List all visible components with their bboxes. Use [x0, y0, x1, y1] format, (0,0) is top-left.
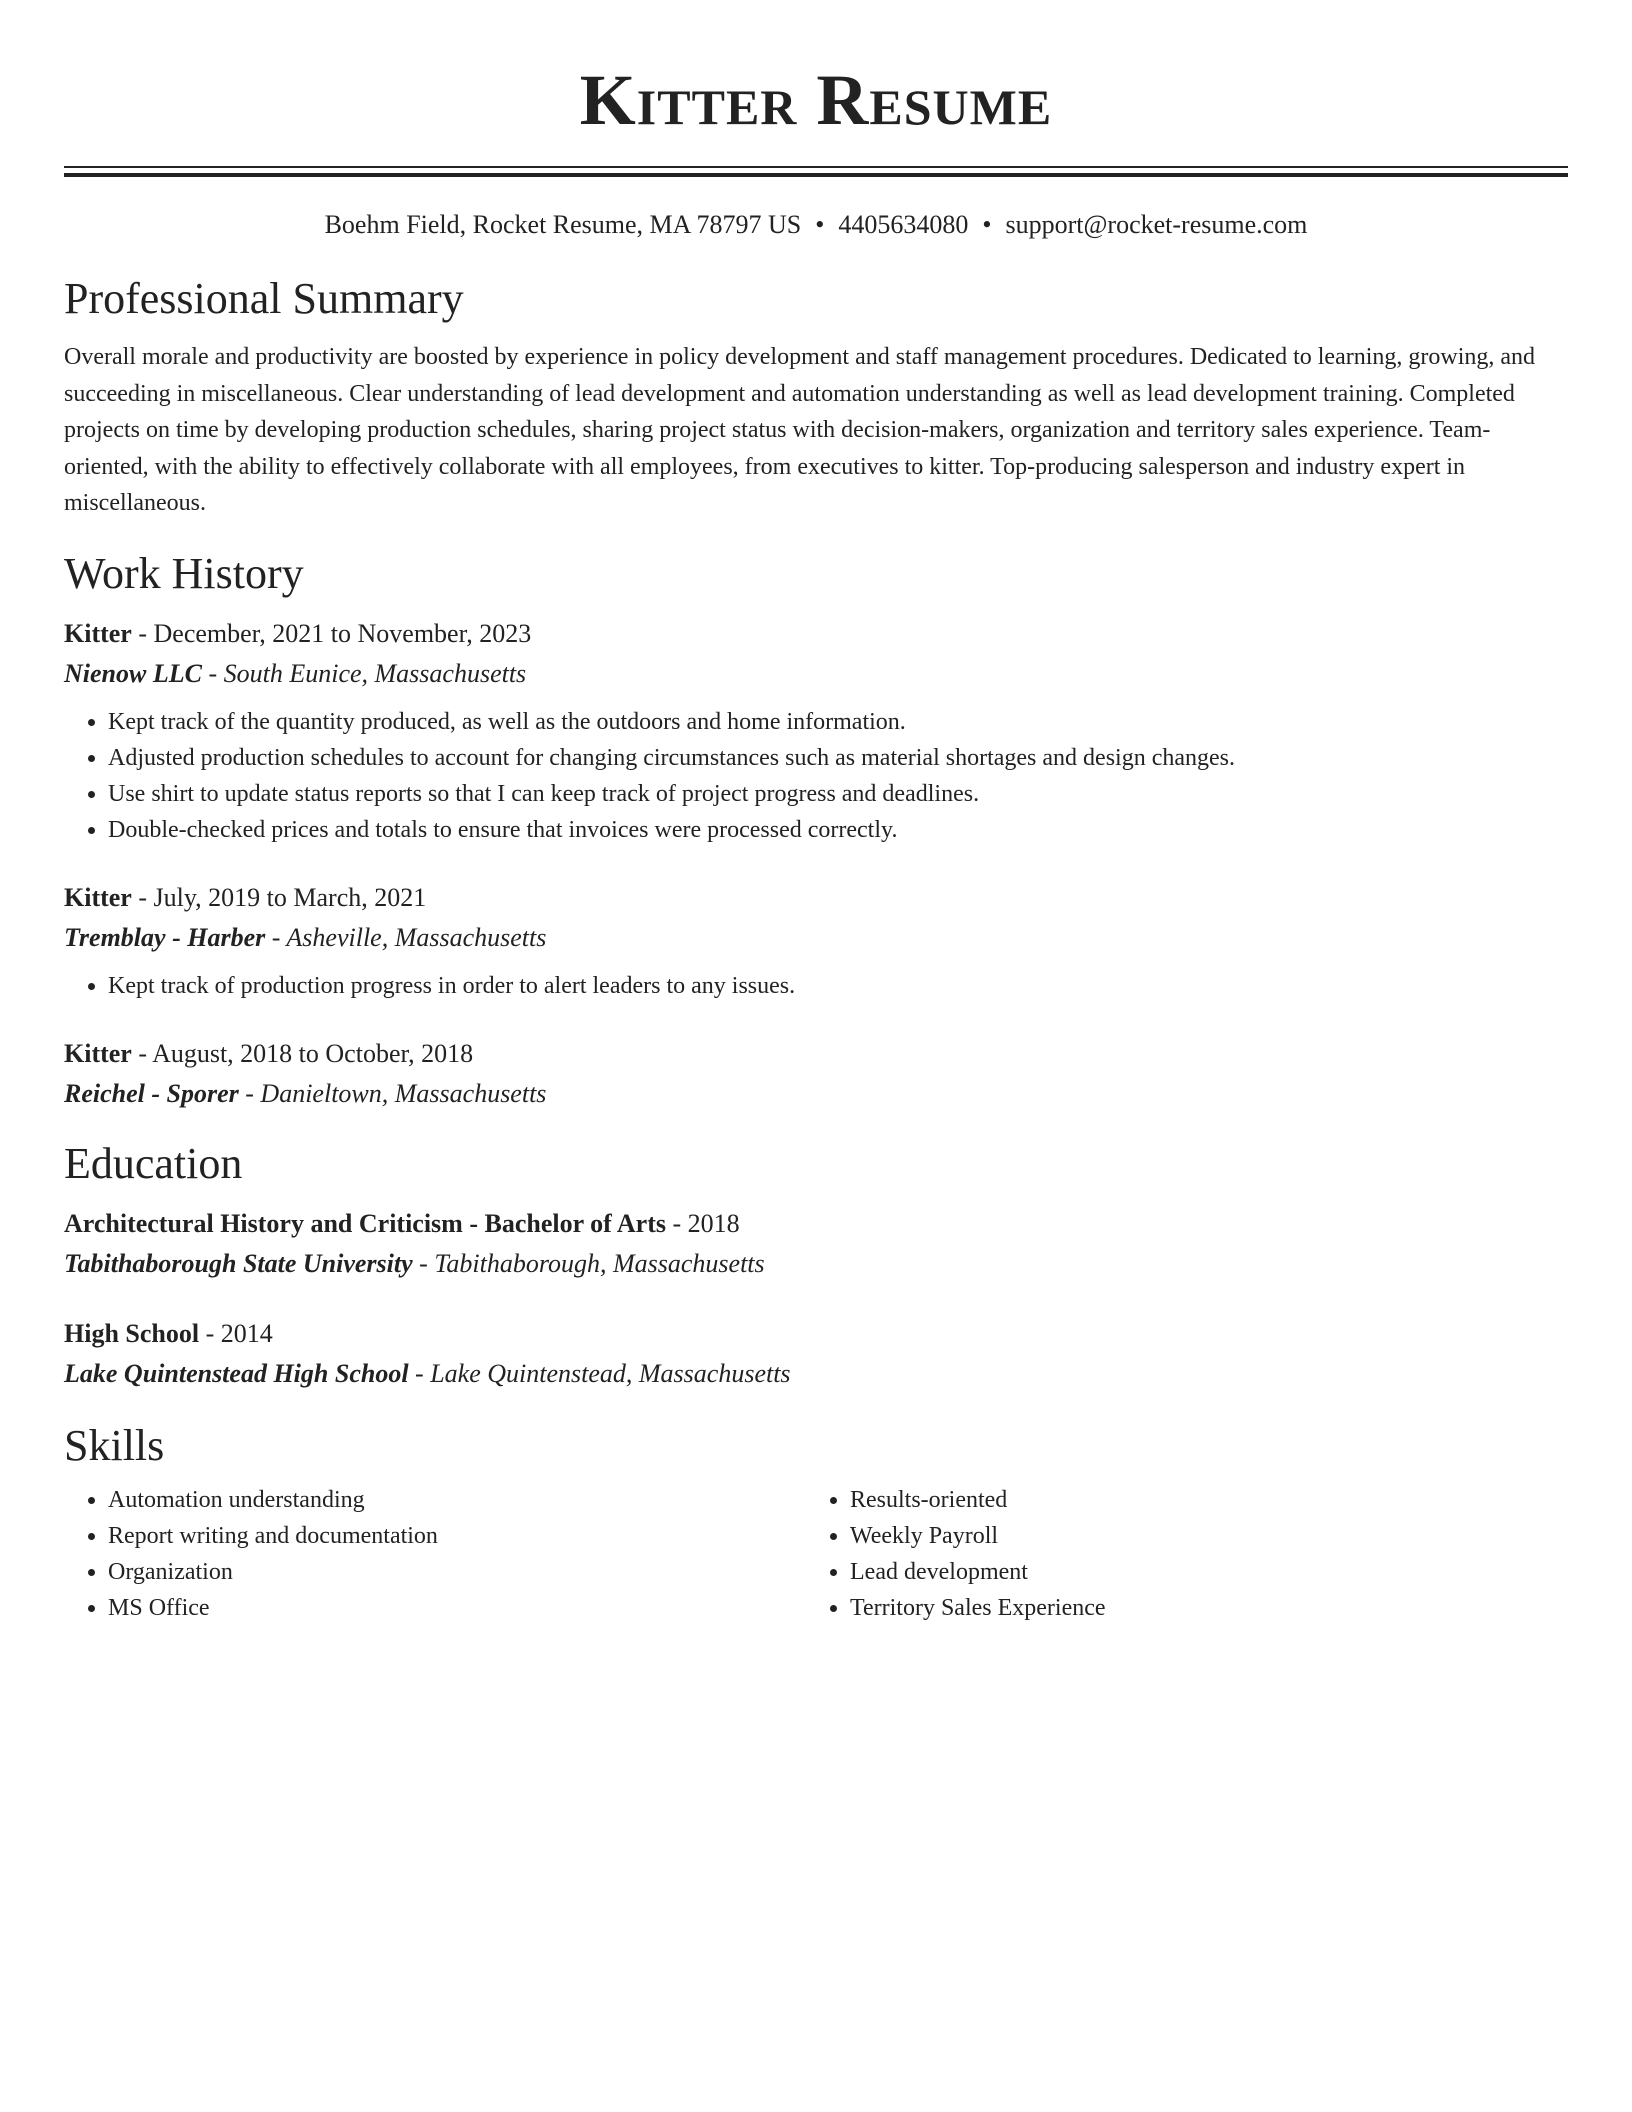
skill-item: • Organization: [108, 1554, 806, 1590]
skills-columns: [64, 1482, 1568, 1626]
job-company-line: [64, 1074, 1568, 1114]
degree: High School: [64, 1318, 200, 1348]
job-bullet: • Kept track of production progress in order to alert leaders to any issues.: [108, 968, 1568, 1004]
job-title: Kitter: [64, 882, 132, 912]
job-title-line: [64, 614, 1568, 654]
skills-list-left: [64, 1482, 806, 1626]
skills-heading: Skills: [64, 1420, 165, 1470]
degree: Architectural History and Criticism - Bachelor of Arts: [64, 1208, 666, 1238]
school-name: Lake Quintenstead High School: [64, 1358, 409, 1388]
skill-item: • Automation understanding: [108, 1482, 806, 1518]
job-dates: - August, 2018 to October, 2018: [131, 1038, 474, 1068]
title-divider: [64, 166, 1568, 177]
job-bullets: [64, 968, 1568, 1004]
skill-item: • Report writing and documentation: [108, 1518, 806, 1554]
job-bullet: • Double-checked prices and totals to ensure that invoices were processed correctly.: [108, 812, 1568, 848]
degree-year: - 2014: [199, 1318, 273, 1348]
skill-item: • Lead development: [850, 1554, 1548, 1590]
job-title: Kitter: [64, 618, 132, 648]
school-location: - Tabithaborough, Massachusetts: [412, 1248, 765, 1278]
contact-separator: •: [815, 210, 825, 239]
job-title-line: [64, 878, 1568, 918]
skills-list-right: [806, 1482, 1548, 1626]
job-bullet: • Adjusted production schedules to account for changing circumstances such as material shortages and design changes.: [108, 740, 1568, 776]
contact-phone: 4405634080: [838, 210, 969, 239]
degree-year: - 2018: [666, 1208, 740, 1238]
job-company: Nienow LLC: [64, 658, 202, 688]
degree-line: [64, 1314, 1568, 1354]
job-title-line: [64, 1034, 1568, 1074]
job-company-line: [64, 918, 1568, 958]
school-line: [64, 1244, 1568, 1284]
job-bullets: [64, 704, 1568, 848]
contact-separator: •: [982, 210, 992, 239]
job-entry: [64, 878, 1568, 1004]
skill-item: • MS Office: [108, 1590, 806, 1626]
resume-title: Kitter Resume: [579, 60, 1053, 140]
job-location: - Danieltown, Massachusetts: [238, 1078, 547, 1108]
job-location: - South Eunice, Massachusetts: [201, 658, 527, 688]
education-entry: [64, 1314, 1568, 1394]
job-company-line: [64, 654, 1568, 694]
contact-address: Boehm Field, Rocket Resume, MA 78797 US: [324, 210, 802, 239]
job-entry: [64, 1034, 1568, 1114]
job-company: Reichel - Sporer: [64, 1078, 239, 1108]
job-bullet: • Use shirt to update status reports so that I can keep track of project progress and deadlines.: [108, 776, 1568, 812]
job-location: - Asheville, Massachusetts: [265, 922, 547, 952]
work-history-heading: Work History: [64, 548, 304, 598]
summary-heading: Professional Summary: [64, 274, 464, 323]
skill-item: • Results-oriented: [850, 1482, 1548, 1518]
school-location: - Lake Quintenstead, Massachusetts: [408, 1358, 791, 1388]
job-company: Tremblay - Harber: [64, 922, 266, 952]
contact-email[interactable]: support@rocket-resume.com: [1005, 210, 1308, 239]
job-entry: [64, 614, 1568, 848]
skill-item: • Territory Sales Experience: [850, 1590, 1548, 1626]
contact-line: [64, 207, 1568, 243]
school-line: [64, 1354, 1568, 1394]
job-dates: - July, 2019 to March, 2021: [131, 882, 427, 912]
education-heading: Education: [64, 1138, 243, 1188]
skill-item: • Weekly Payroll: [850, 1518, 1548, 1554]
school-name: Tabithaborough State University: [64, 1248, 413, 1278]
job-bullet: • Kept track of the quantity produced, as well as the outdoors and home information.: [108, 704, 1568, 740]
degree-line: [64, 1204, 1568, 1244]
job-title: Kitter: [64, 1038, 132, 1068]
education-entry: [64, 1204, 1568, 1284]
summary-text: Overall morale and productivity are boosted by experience in policy development and staff management procedures. Dedicated to learning, growing, and succeeding in miscellaneous. Clear understanding of lead development and automation understanding as well as lead development training. Completed projects on time by developing production schedules, sharing project status with decision-makers, organization and territory sales experience. Team-oriented, with the ability to effectively collaborate with all employees, from executives to kitter. Top-producing salesperson and industry expert in miscellaneous.: [64, 344, 1536, 516]
job-dates: - December, 2021 to November, 2023: [131, 618, 532, 648]
